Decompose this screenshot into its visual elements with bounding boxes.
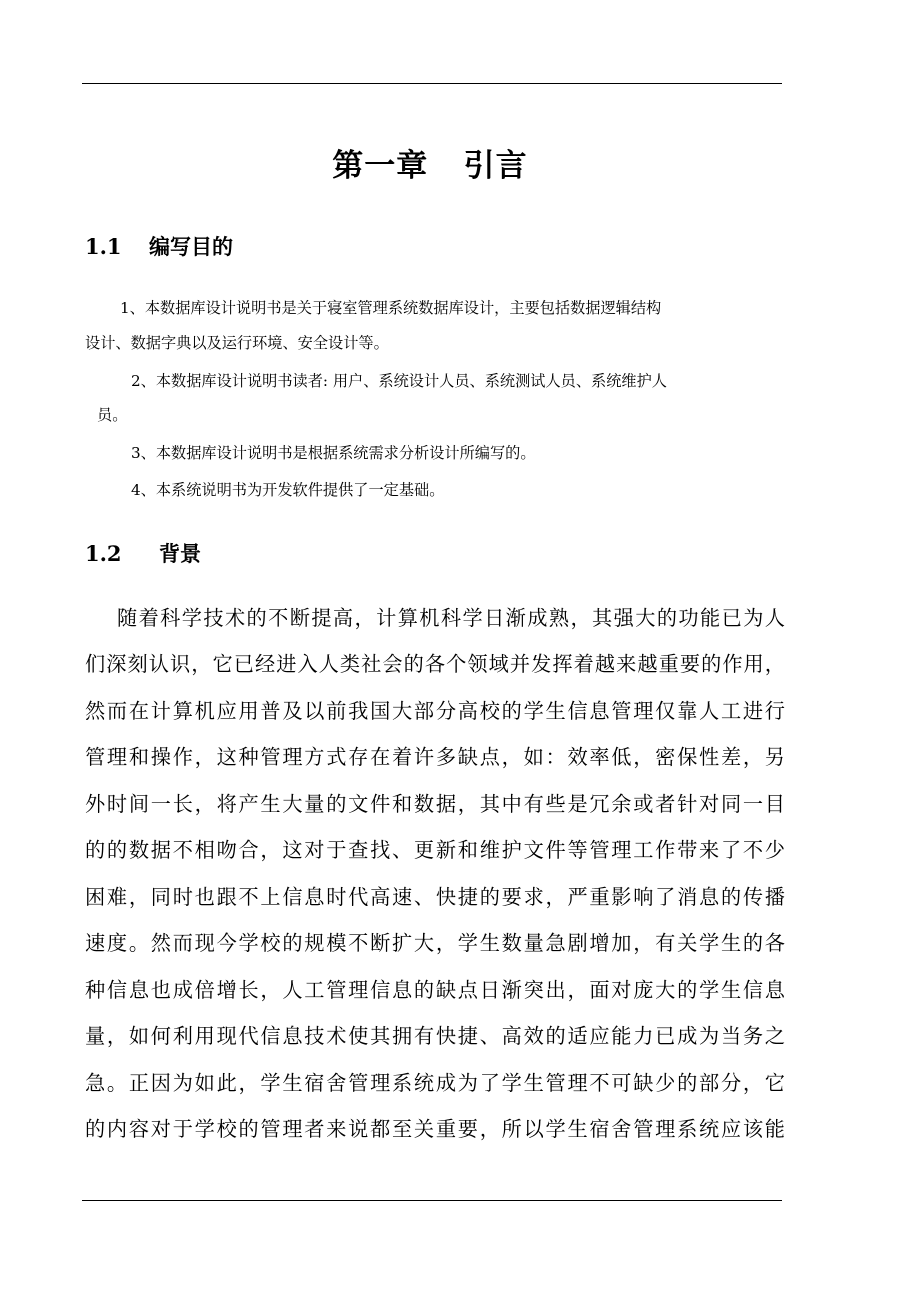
background-line: 急。正因为如此，学生宿舍管理系统成为了学生管理不可缺少的部分，它: [85, 1071, 785, 1095]
background-line: 种信息也成倍增长，人工管理信息的缺点日渐突出，面对庞大的学生信息: [85, 978, 785, 1002]
purpose-line: 3、本数据库设计说明书是根据系统需求分析设计所编写的。: [131, 444, 536, 462]
purpose-line: 设计、数据字典以及运行环境、安全设计等。: [85, 334, 389, 352]
background-line: 速度。然而现今学校的规模不断扩大，学生数量急剧增加，有关学生的各: [85, 931, 785, 955]
background-line: 量，如何利用现代信息技术使其拥有快捷、高效的适应能力已成为当务之: [85, 1024, 785, 1048]
purpose-line: 2、本数据库设计说明书读者: 用户、系统设计人员、系统测试人员、系统维护人: [131, 372, 667, 390]
footer-rule: [82, 1200, 782, 1201]
background-line: 们深刻认识，它已经进入人类社会的各个领域并发挥着越来越重要的作用，: [85, 652, 785, 676]
chapter-title: 第一章 引言: [332, 148, 528, 184]
section-number: 1.2: [85, 541, 122, 566]
purpose-line: 员。: [97, 406, 128, 424]
background-line: 困难，同时也跟不上信息时代高速、快捷的要求，严重影响了消息的传播: [85, 885, 785, 909]
background-line: 外时间一长，将产生大量的文件和数据，其中有些是冗余或者针对同一目: [85, 792, 785, 816]
section-heading-purpose: [85, 231, 233, 261]
background-line: 的内容对于学校的管理者来说都至关重要，所以学生宿舍管理系统应该能: [85, 1117, 785, 1141]
section-title: 编写目的: [149, 234, 233, 259]
section-title: 背景: [159, 541, 201, 566]
background-line: 的的数据不相吻合，这对于查找、更新和维护文件等管理工作带来了不少: [85, 838, 785, 862]
background-line: 然而在计算机应用普及以前我国大部分高校的学生信息管理仅靠人工进行: [85, 699, 785, 723]
background-line: 随着科学技术的不断提高，计算机科学日渐成熟，其强大的功能已为人: [117, 606, 785, 630]
background-line: 管理和操作，这种管理方式存在着许多缺点，如：效率低，密保性差，另: [85, 745, 785, 769]
header-rule: [82, 83, 782, 84]
purpose-line: 4、本系统说明书为开发软件提供了一定基础。: [131, 481, 445, 499]
section-number: 1.1: [85, 234, 122, 259]
section-heading-background: [85, 538, 201, 568]
purpose-line: 1、本数据库设计说明书是关于寝室管理系统数据库设计，主要包括数据逻辑结构: [120, 299, 662, 317]
